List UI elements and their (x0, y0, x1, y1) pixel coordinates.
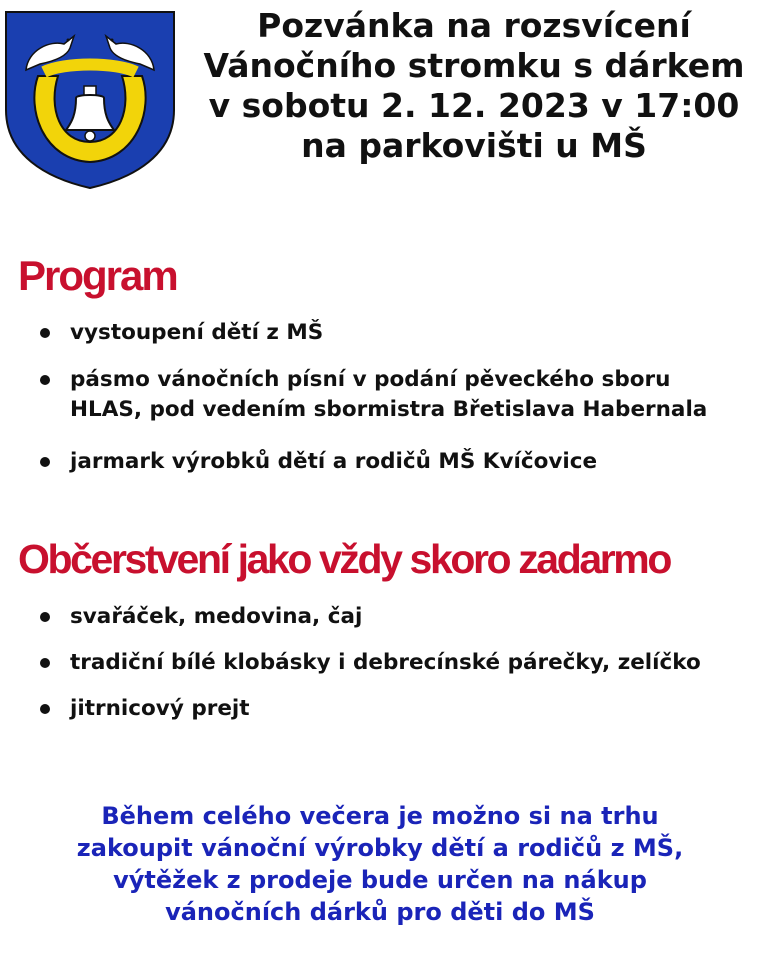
program-list (40, 318, 707, 494)
footer-line: Během celého večera je možno si na trhu (101, 802, 659, 830)
header-line: Vánočního stromku s dárkem (203, 46, 745, 85)
list-item: tradiční bílé klobásky i debrecínské párečky, zelíčko (40, 648, 701, 678)
footer-line: zakoupit vánoční výrobky dětí a rodičů z MŠ, (76, 834, 684, 862)
footer-note (0, 800, 760, 928)
header-line: v sobotu 2. 12. 2023 v 17:00 (208, 86, 740, 125)
list-item: jitrnicový prejt (40, 694, 701, 724)
footer-line: vánočních dárků pro děti do MŠ (165, 898, 595, 926)
refreshments-list (40, 602, 701, 740)
list-item-line: HLAS, pod vedením sbormistra Břetislava Habernala (70, 397, 708, 422)
list-item (40, 365, 707, 425)
refreshments-title: Občerstvení jako vždy skoro zadarmo (18, 536, 670, 582)
coat-of-arms-icon (4, 10, 176, 190)
program-title: Program (18, 252, 177, 299)
invitation-header (178, 6, 770, 166)
list-item: jarmark výrobků dětí a rodičů MŠ Kvíčovice (40, 447, 707, 477)
footer-line: výtěžek z prodeje bude určen na nákup (113, 866, 647, 894)
header-line: na parkovišti u MŠ (301, 126, 647, 165)
list-item: svařáček, medovina, čaj (40, 602, 701, 632)
list-item: vystoupení dětí z MŠ (40, 318, 707, 348)
list-item-line: pásmo vánočních písní v podání pěveckého sboru (70, 367, 671, 392)
header-line: Pozvánka na rozsvícení (257, 6, 691, 45)
